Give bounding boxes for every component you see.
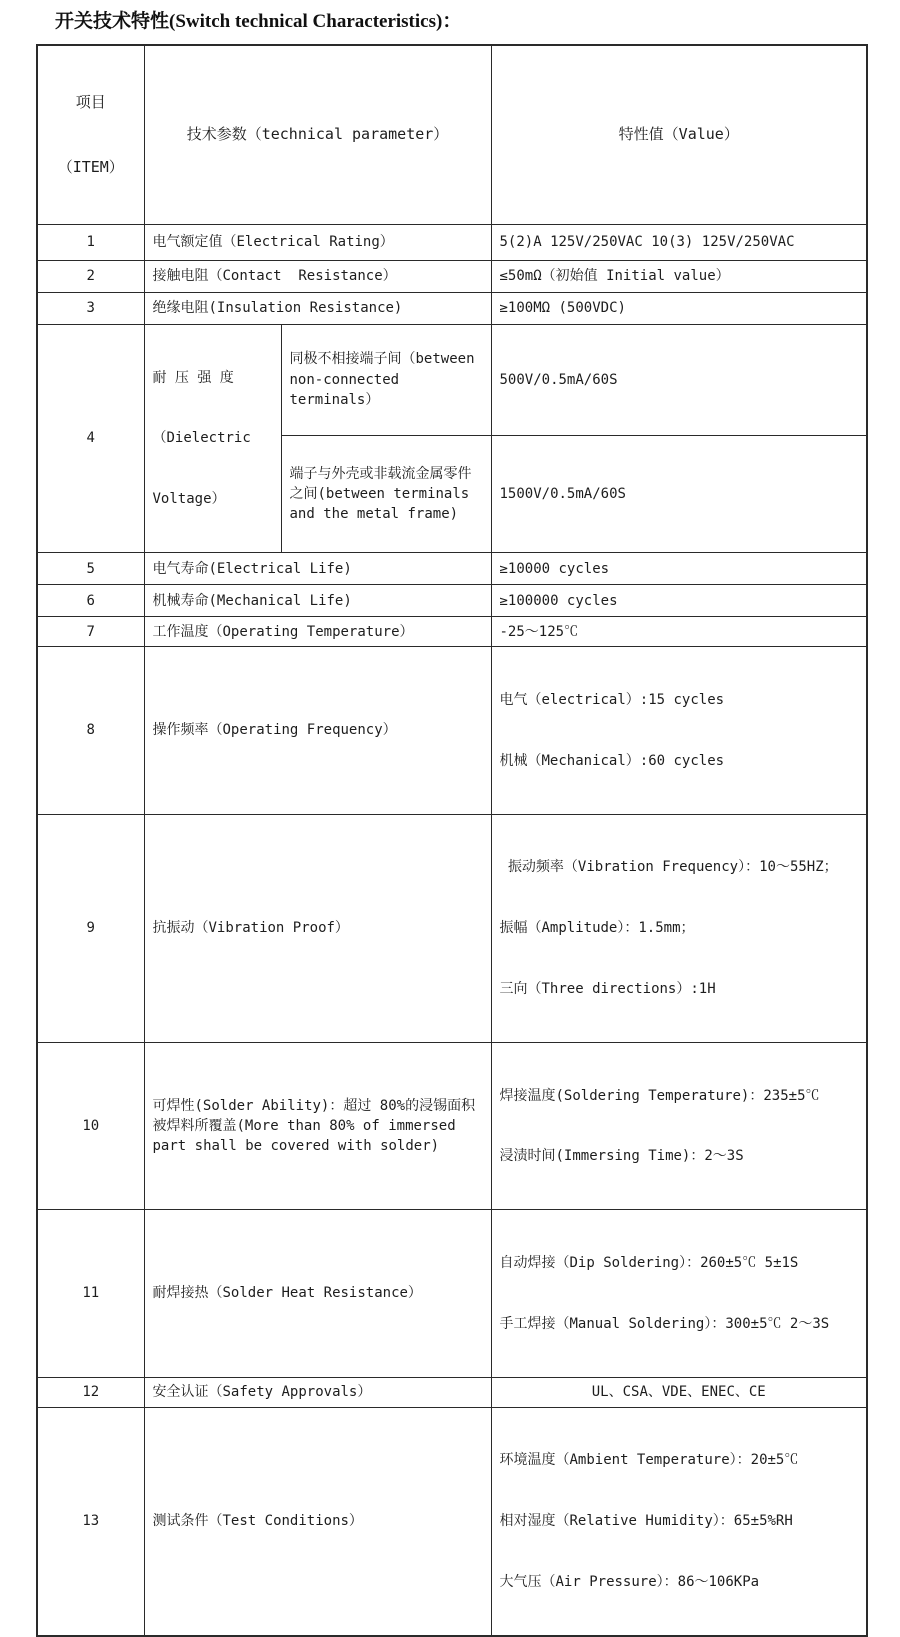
table-row xyxy=(37,647,867,814)
cell-parameter: 可焊性(Solder Ability)：超过 80%的浸锡面积被焊料所覆盖(More than 80% of immersed part shall be covered with solder) xyxy=(144,1042,491,1209)
header-parameter: 技术参数（technical parameter） xyxy=(144,45,491,225)
cell-value: ≤50mΩ（初始值 Initial value） xyxy=(491,261,867,293)
table-header-row xyxy=(37,45,867,225)
cell-item: 8 xyxy=(37,647,144,814)
table-row xyxy=(37,1042,867,1209)
table-row xyxy=(37,325,867,436)
value-line: 环境温度（Ambient Temperature）：20±5℃ xyxy=(499,1452,799,1469)
cell-parameter xyxy=(144,325,281,553)
header-item xyxy=(37,45,144,225)
cell-item: 6 xyxy=(37,585,144,617)
table-row xyxy=(37,585,867,617)
cell-parameter: 电气寿命(Electrical Life) xyxy=(144,553,491,585)
table-row xyxy=(37,1407,867,1636)
cell-parameter: 机械寿命(Mechanical Life) xyxy=(144,585,491,617)
cell-item: 12 xyxy=(37,1377,144,1407)
cell-value: ≥10000 cycles xyxy=(491,553,867,585)
value-line: 三向（Three directions）:1H xyxy=(499,981,716,998)
cell-value: -25～125℃ xyxy=(491,617,867,647)
page-title: 开关技术特性(Switch technical Characteristics)： xyxy=(55,11,462,32)
cell-parameter: 测试条件（Test Conditions） xyxy=(144,1407,491,1636)
cell-value: UL、CSA、VDE、ENEC、CE xyxy=(491,1377,867,1407)
table-row xyxy=(37,814,867,1042)
cell-parameter: 绝缘电阻(Insulation Resistance) xyxy=(144,293,491,325)
cell-parameter: 安全认证（Safety Approvals） xyxy=(144,1377,491,1407)
value-line: 电气（electrical）:15 cycles xyxy=(499,691,725,708)
cell-parameter: 抗振动（Vibration Proof） xyxy=(144,814,491,1042)
cell-parameter: 耐焊接热（Solder Heat Resistance） xyxy=(144,1210,491,1377)
value-line: 自动焊接（Dip Soldering）：260±5℃ 5±1S xyxy=(499,1254,799,1271)
table-row xyxy=(37,1210,867,1377)
cell-value xyxy=(491,1210,867,1377)
table-row xyxy=(37,293,867,325)
header-value: 特性值（Value） xyxy=(491,45,867,225)
value-line: 振动频率（Vibration Frequency）：10～55HZ； xyxy=(499,859,838,876)
parameter-line: Voltage） xyxy=(152,491,226,508)
value-line: 相对湿度（Relative Humidity）：65±5%RH xyxy=(499,1513,793,1530)
cell-parameter: 操作频率（Operating Frequency） xyxy=(144,647,491,814)
cell-item: 2 xyxy=(37,261,144,293)
cell-parameter: 工作温度（Operating Temperature） xyxy=(144,617,491,647)
table-row xyxy=(37,261,867,293)
cell-value: 500V/0.5mA/60S xyxy=(491,325,867,436)
cell-value: ≥100MΩ (500VDC) xyxy=(491,293,867,325)
cell-value xyxy=(491,814,867,1042)
table-row xyxy=(37,1377,867,1407)
parameter-line: 耐 压 强 度 xyxy=(152,369,234,386)
spec-table xyxy=(36,44,868,1637)
parameter-line: （Dielectric xyxy=(152,430,251,447)
table-row xyxy=(37,617,867,647)
cell-value: 1500V/0.5mA/60S xyxy=(491,435,867,553)
cell-item: 3 xyxy=(37,293,144,325)
header-item-line1: 项目 xyxy=(75,92,106,111)
cell-value xyxy=(491,1042,867,1209)
cell-sub-condition: 同极不相接端子间（between non-connected terminals） xyxy=(281,325,491,436)
value-line: 焊接温度(Soldering Temperature)：235±5℃ xyxy=(499,1087,820,1104)
value-line: 浸渍时间(Immersing Time)：2～3S xyxy=(499,1148,744,1165)
cell-value: ≥100000 cycles xyxy=(491,585,867,617)
cell-sub-condition: 端子与外壳或非载流金属零件之间(between terminals and the metal frame) xyxy=(281,435,491,553)
cell-item: 13 xyxy=(37,1407,144,1636)
header-item-line2: （ITEM） xyxy=(57,157,124,176)
table-row xyxy=(37,225,867,261)
value-line: 大气压（Air Pressure）：86～106KPa xyxy=(499,1574,760,1591)
cell-item: 11 xyxy=(37,1210,144,1377)
cell-parameter: 接触电阻（Contact Resistance） xyxy=(144,261,491,293)
cell-parameter: 电气额定值（Electrical Rating） xyxy=(144,225,491,261)
value-line: 机械（Mechanical）:60 cycles xyxy=(499,752,725,769)
cell-item: 4 xyxy=(37,325,144,553)
cell-item: 10 xyxy=(37,1042,144,1209)
cell-item: 1 xyxy=(37,225,144,261)
cell-item: 5 xyxy=(37,553,144,585)
value-line: 振幅（Amplitude）：1.5mm； xyxy=(499,920,695,937)
cell-item: 9 xyxy=(37,814,144,1042)
cell-value xyxy=(491,1407,867,1636)
table-row xyxy=(37,553,867,585)
cell-item: 7 xyxy=(37,617,144,647)
value-line: 手工焊接（Manual Soldering）：300±5℃ 2～3S xyxy=(499,1315,830,1332)
cell-value: 5(2)A 125V/250VAC 10(3) 125V/250VAC xyxy=(491,225,867,261)
cell-value xyxy=(491,647,867,814)
